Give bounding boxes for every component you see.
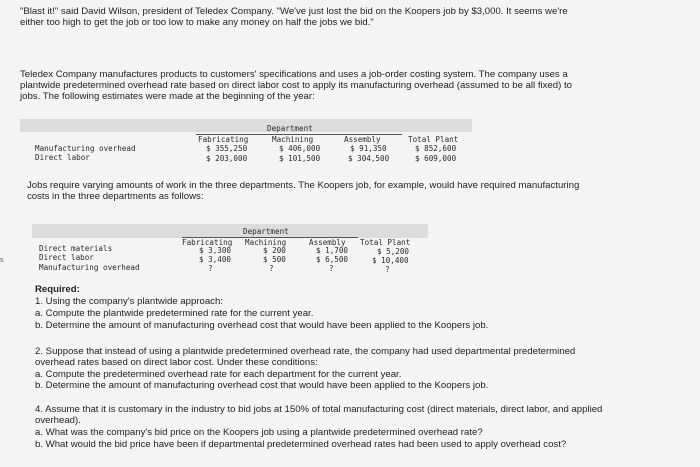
question-4-line-2: overhead). xyxy=(35,415,81,426)
table-cell: $ 355,250 xyxy=(206,144,248,153)
table-cell: $ 1,700 xyxy=(316,246,349,255)
question-1: 1. Using the company's plantwide approach: xyxy=(35,296,223,307)
row-label-overhead: Manufacturing overhead xyxy=(35,144,136,153)
col-assembly: Assembly xyxy=(344,135,381,144)
table-cell: $ 200 xyxy=(263,246,286,255)
question-4a: a. What was the company's bid price on the Koopers job using a plantwide predetermined overhead rate? xyxy=(35,427,483,438)
col-assembly: Assembly xyxy=(309,238,346,247)
question-1b: b. Determine the amount of manufacturing overhead cost that would have been applied to the Koopers job. xyxy=(35,320,489,331)
question-4-line-1: 4. Assume that it is customary in the industry to bid jobs at 150% of total manufacturing cost (direct materials, direct labor, and applied xyxy=(35,404,603,415)
para2-line-2: plantwide predetermined overhead rate based on direct labor cost to apply its manufacturing overhead (assumed to be all fixed) to xyxy=(20,80,572,91)
col-fabricating: Fabricating xyxy=(182,238,233,247)
para2-line-3: jobs. The following estimates were made at the beginning of the year: xyxy=(20,91,315,102)
row-label-direct-labor: Direct labor xyxy=(39,253,94,262)
question-1a: a. Compute the plantwide predetermined rate for the current year. xyxy=(35,308,314,319)
row-label-manufacturing-overhead: Manufacturing overhead xyxy=(39,263,140,272)
table-cell: ? xyxy=(385,265,390,274)
table-cell: $ 406,000 xyxy=(279,144,321,153)
required-title: Required: xyxy=(35,284,80,295)
question-4b: b. What would the bid price have been if departmental predetermined overhead rates had been used to apply overhead cost? xyxy=(35,439,567,450)
table-cell: $ 6,500 xyxy=(316,255,349,264)
intro-line-1: "Blast it!" said David Wilson, president of Teledex Company. "We've just lost the bid on the Koopers job by $3,000. It seems we're xyxy=(20,6,568,17)
table-cell: $ 852,600 xyxy=(415,144,457,153)
question-2-line-2: overhead rates based on direct labor cost. Under these conditions: xyxy=(35,357,318,368)
table-cell: $ 3,400 xyxy=(199,255,232,264)
col-total-plant: Total Plant xyxy=(408,135,459,144)
table-cell: $ 3,300 xyxy=(199,246,232,255)
table-cell: ? xyxy=(208,264,213,273)
table-cell: ? xyxy=(329,264,334,273)
table-cell: $ 91,350 xyxy=(350,144,387,153)
row-label-direct-materials: Direct materials xyxy=(39,244,113,253)
col-machining: Machining xyxy=(272,135,314,144)
edge-mark: s xyxy=(0,257,4,264)
department-header: Department xyxy=(243,227,289,236)
table-header-band xyxy=(32,224,428,238)
department-header: Department xyxy=(267,124,313,133)
table-cell: ? xyxy=(269,264,274,273)
col-machining: Machining xyxy=(245,238,287,247)
row-label-direct-labor: Direct labor xyxy=(35,153,90,162)
question-2b: b. Determine the amount of manufacturing overhead cost that would have been applied to the Koopers job. xyxy=(35,380,489,391)
col-total-plant: Total Plant xyxy=(360,238,411,247)
table-cell: $ 304,500 xyxy=(348,154,390,163)
question-2a: a. Compute the predetermined overhead rate for each department for the current year. xyxy=(35,369,402,380)
table-cell: $ 5,200 xyxy=(377,247,410,256)
para2-line-1: Teledex Company manufactures products to customers' specifications and uses a job-order costing system. The company uses a xyxy=(20,69,568,80)
table-header-band xyxy=(20,119,472,132)
table-cell: $ 101,500 xyxy=(279,154,321,163)
table-cell: $ 10,400 xyxy=(372,256,409,265)
table-cell: $ 203,000 xyxy=(206,154,248,163)
col-fabricating: Fabricating xyxy=(198,135,249,144)
para3-line-2: costs in the three departments as follows: xyxy=(27,191,204,202)
para3-line-1: Jobs require varying amounts of work in the three departments. The Koopers job, for example, would have required manufacturing xyxy=(27,180,580,191)
intro-line-2: either too high to get the job or too low to make any money on half the jobs we bid." xyxy=(20,17,374,28)
table-cell: $ 500 xyxy=(263,255,286,264)
table-cell: $ 609,000 xyxy=(415,154,457,163)
question-2-line-1: 2. Suppose that instead of using a plantwide predetermined overhead rate, the company had used departmental predetermined xyxy=(35,346,576,357)
